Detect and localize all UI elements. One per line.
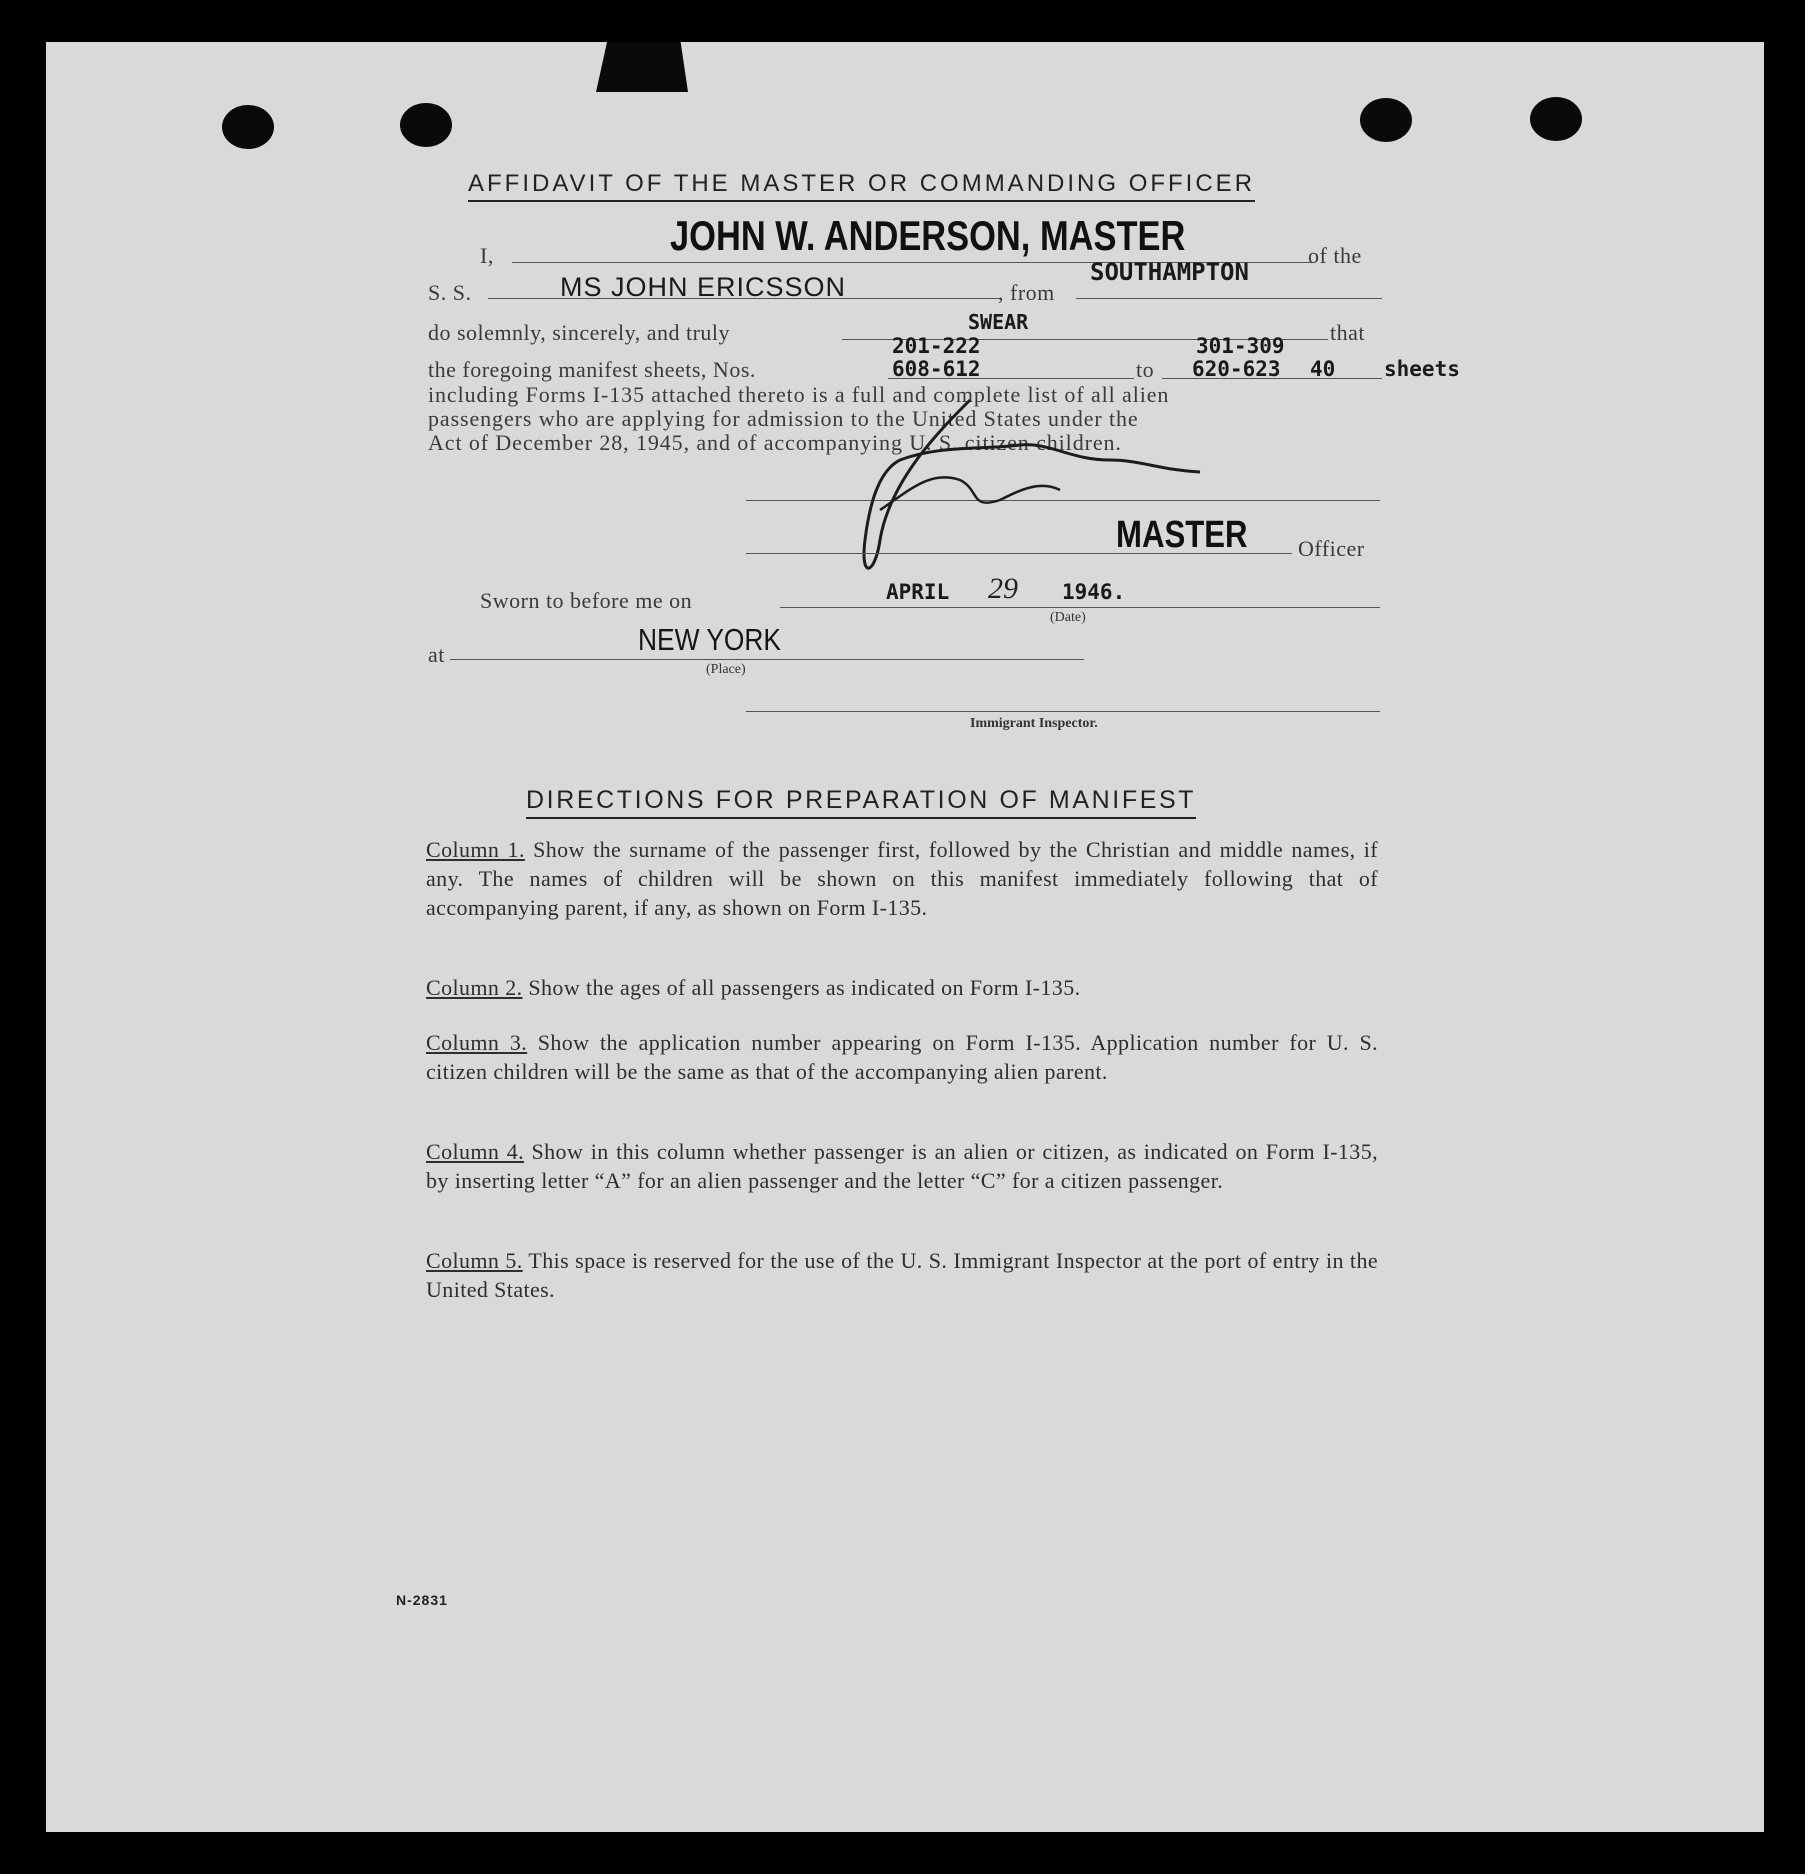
page-tear xyxy=(596,42,688,92)
date-caption: (Date) xyxy=(1050,610,1086,625)
sworn-month: APRIL xyxy=(886,580,950,604)
ship-name: MS JOHN ERICSSON xyxy=(560,272,847,302)
sheet-range-b-top: 301-309 xyxy=(1196,334,1285,358)
sworn-label: Sworn to before me on xyxy=(480,588,693,613)
sheet-range-a-top: 201-222 xyxy=(892,334,981,358)
place-value: NEW YORK xyxy=(638,622,781,657)
body-line: Act of December 28, 1945, and of accompanying U. S. citizen children. xyxy=(428,430,1122,455)
oath-word: SWEAR xyxy=(968,310,1029,334)
punch-hole xyxy=(400,103,452,147)
column-label: Column 4. xyxy=(426,1139,525,1164)
punch-hole xyxy=(1530,97,1582,141)
document-page xyxy=(46,42,1764,1832)
date-underline xyxy=(780,607,1380,608)
column-label: Column 5. xyxy=(426,1248,523,1273)
direction-text: Show the ages of all passengers as indicated on Form I-135. xyxy=(522,975,1081,1000)
sheet-count: 40 xyxy=(1310,357,1336,381)
port-underline xyxy=(1076,298,1382,299)
master-signature xyxy=(820,390,1240,590)
to-label: to xyxy=(1136,357,1155,382)
sheet-count-unit: sheets xyxy=(1384,357,1460,381)
officer-label: Officer xyxy=(1298,536,1365,561)
body-line: including Forms I-135 attached thereto is a full and complete list of all alien xyxy=(428,382,1170,407)
departure-port: SOUTHAMPTON xyxy=(1090,258,1249,286)
column-label: Column 1. xyxy=(426,837,525,862)
form-number: N-2831 xyxy=(396,1592,448,1608)
directions-title: DIRECTIONS FOR PREPARATION OF MANIFEST xyxy=(526,786,1196,819)
column-label: Column 2. xyxy=(426,975,523,1000)
officer-title: MASTER xyxy=(1116,514,1248,556)
sworn-year: 1946. xyxy=(1062,580,1126,604)
place-underline xyxy=(450,659,1084,660)
punch-hole xyxy=(1360,98,1412,142)
master-name: JOHN W. ANDERSON, MASTER xyxy=(670,212,1186,259)
place-caption: (Place) xyxy=(706,662,746,677)
direction-text: This space is reserved for the use of the U. S. Immigrant Inspector at the port of entry in the United States. xyxy=(426,1248,1379,1302)
inspector-signature-line xyxy=(746,711,1380,712)
line1-prefix: I, xyxy=(480,243,494,268)
direction-column-5 xyxy=(426,1246,1378,1304)
nos-underline xyxy=(888,378,1134,379)
direction-column-1 xyxy=(426,835,1378,922)
sheet-range-b: 620-623 xyxy=(1192,357,1281,381)
direction-text: Show the surname of the passenger first, followed by the Christian and middle names, if any. The names of children will be shown on this manifest immediately following that of accompanying parent, if any, as shown on Form I-135. xyxy=(426,837,1378,920)
sheet-range-a: 608-612 xyxy=(892,357,981,381)
inspector-caption: Immigrant Inspector. xyxy=(970,716,1098,731)
line3-suffix: that xyxy=(1330,320,1365,345)
line3-text: do solemnly, sincerely, and truly xyxy=(428,320,731,345)
direction-column-3 xyxy=(426,1028,1378,1086)
direction-text: Show in this column whether passenger is an alien or citizen, as indicated on Form I-135, by inserting letter “A” for an alien passenger and the letter “C” for a citizen passenger. xyxy=(426,1139,1379,1193)
from-label: , from xyxy=(998,280,1055,305)
punch-hole xyxy=(222,105,274,149)
line2-prefix: S. S. xyxy=(428,280,472,305)
line1-suffix: of the xyxy=(1308,243,1362,268)
direction-column-2 xyxy=(426,973,1378,1002)
direction-text: Show the application number appearing on Form I-135. Application number for U. S. citizen children will be the same as that of the accompanying alien parent. xyxy=(426,1030,1379,1084)
place-prefix: at xyxy=(428,642,445,667)
affidavit-title: AFFIDAVIT OF THE MASTER OR COMMANDING OFFICER xyxy=(468,170,1255,202)
direction-column-4 xyxy=(426,1137,1378,1195)
sworn-day: 29 xyxy=(988,572,1018,605)
line4-text: the foregoing manifest sheets, Nos. xyxy=(428,357,756,382)
body-line: passengers who are applying for admission to the United States under the xyxy=(428,406,1139,431)
column-label: Column 3. xyxy=(426,1030,528,1055)
